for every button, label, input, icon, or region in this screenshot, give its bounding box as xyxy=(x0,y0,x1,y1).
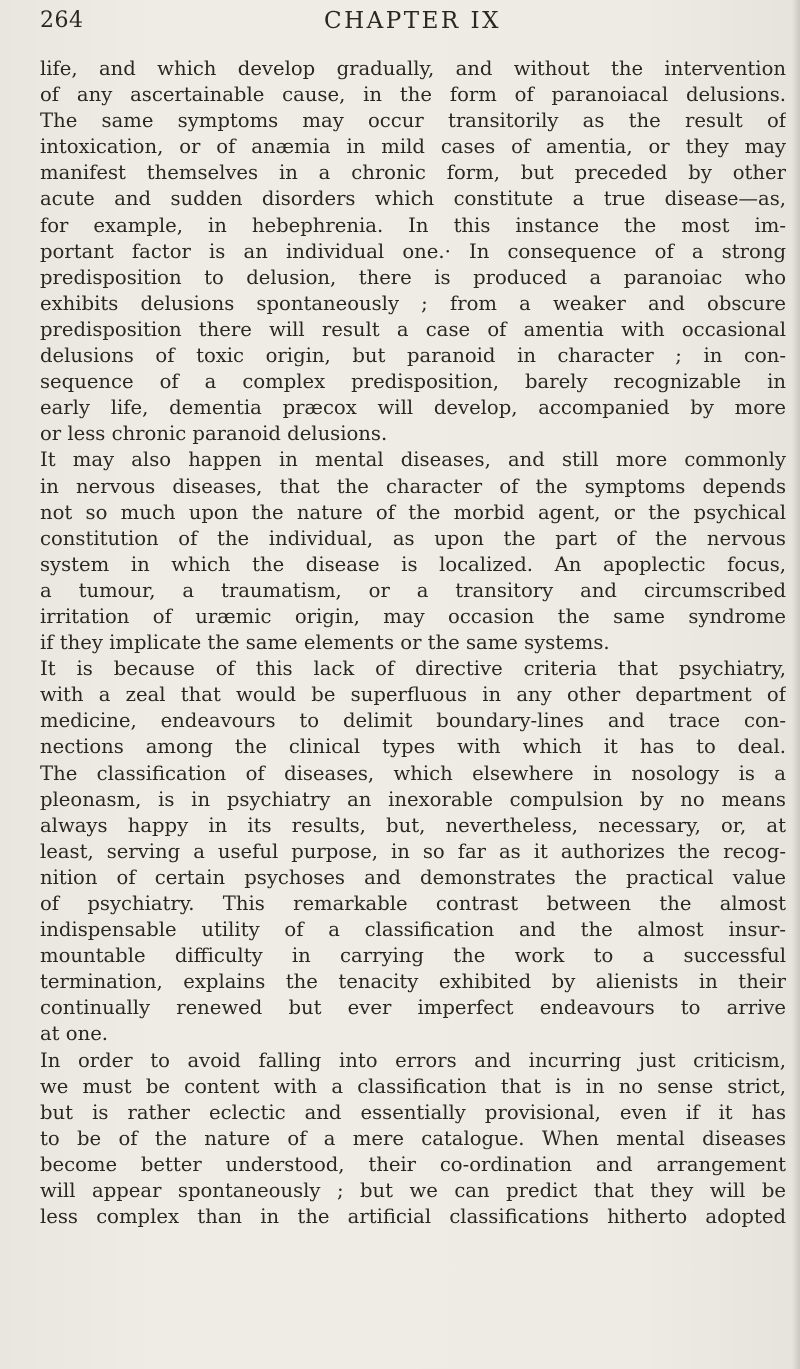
text-line: irritation of uræmic origin, may occasion the same syndrome xyxy=(40,604,786,628)
text-line: termination, explains the tenacity exhibited by alienists in their xyxy=(40,970,786,994)
text-line: nections among the clinical types with which it has to deal. xyxy=(40,735,786,759)
text-line: but is rather eclectic and essentially provisional, even if it has xyxy=(40,1100,786,1124)
text-line: acute and sudden disorders which constitute a true disease—as, xyxy=(40,187,786,211)
text-line: life, and which develop gradually, and without the intervention xyxy=(40,57,786,80)
text-line: system in which the disease is localized. An apoplectic focus, xyxy=(40,552,786,576)
text-line: to be of the nature of a mere catalogue. When mental diseases xyxy=(40,1126,786,1150)
text-line: less complex than in the artificial classifications hitherto adopted xyxy=(40,1205,786,1229)
text-line: medicine, endeavours to delimit boundary-lines and trace con- xyxy=(40,709,786,733)
running-head: CHAPTER IX xyxy=(324,8,501,34)
text-line: mountable difficulty in carrying the work to a successful xyxy=(40,944,786,968)
text-line: or less chronic paranoid delusions. xyxy=(40,422,388,446)
text-line: with a zeal that would be superfluous in any other department of xyxy=(40,683,786,707)
text-line: delusions of toxic origin, but paranoid in character ; in con- xyxy=(40,344,786,368)
text-line: In order to avoid falling into errors and incurring just criticism, xyxy=(40,1048,786,1072)
text-line: indispensable utility of a classification and the almost insur- xyxy=(40,918,786,942)
text-line: of psychiatry. This remarkable contrast between the almost xyxy=(40,892,786,915)
text-line: It is because of this lack of directive criteria that psychiatry, xyxy=(40,657,786,681)
text-line: early life, dementia præcox will develop, accompanied by more xyxy=(40,396,786,420)
text-line: continually renewed but ever imperfect endeavours to arrive xyxy=(40,996,786,1020)
text-line: will appear spontaneously ; but we can predict that they will be xyxy=(40,1179,786,1203)
text-line: portant factor is an individual one.· In consequence of a strong xyxy=(40,239,786,263)
text-line: constitution of the individual, as upon the part of the nervous xyxy=(40,526,786,550)
text-line: in nervous diseases, that the character of the symptoms depends xyxy=(40,474,786,498)
text-line: we must be content with a classification that is in no sense strict, xyxy=(40,1074,786,1098)
text-line: if they implicate the same elements or the same systems. xyxy=(40,631,610,655)
text-line: at one. xyxy=(40,1022,109,1046)
text-line: for example, in hebephrenia. In this instance the most im- xyxy=(40,213,786,237)
text-line: a tumour, a traumatism, or a transitory and circumscribed xyxy=(40,578,786,602)
text-line: become better understood, their co-ordination and arrangement xyxy=(40,1152,786,1176)
text-line: always happy in its results, but, nevertheless, necessary, or, at xyxy=(40,813,786,837)
page-header xyxy=(40,8,785,48)
text-line: sequence of a complex predisposition, barely recognizable in xyxy=(40,370,786,394)
text-line: predisposition there will result a case of amentia with occasional xyxy=(40,317,786,341)
text-line: exhibits delusions spontaneously ; from a weaker and obscure xyxy=(40,291,786,315)
text-line: predisposition to delusion, there is produced a paranoiac who xyxy=(40,265,786,289)
text-line: not so much upon the nature of the morbid agent, or the psychical xyxy=(40,500,786,524)
body-text xyxy=(40,56,786,1230)
text-line: nition of certain psychoses and demonstrates the practical value xyxy=(40,865,786,889)
text-line: The same symptoms may occur transitorily as the result of xyxy=(40,109,786,133)
text-line: The classification of diseases, which elsewhere in nosology is a xyxy=(40,761,786,785)
text-line: manifest themselves in a chronic form, but preceded by other xyxy=(40,161,786,185)
text-line: intoxication, or of anæmia in mild cases of amentia, or they may xyxy=(40,135,786,159)
text-line: least, serving a useful purpose, in so far as it authorizes the recog- xyxy=(40,839,786,863)
text-line: pleonasm, is in psychiatry an inexorable compulsion by no means xyxy=(40,787,786,811)
text-line: It may also happen in mental diseases, and still more commonly xyxy=(40,448,786,472)
page-number: 264 xyxy=(40,8,84,33)
page-edge-shadow xyxy=(792,0,800,1369)
text-line: of any ascertainable cause, in the form of paranoiacal delusions. xyxy=(40,83,786,107)
